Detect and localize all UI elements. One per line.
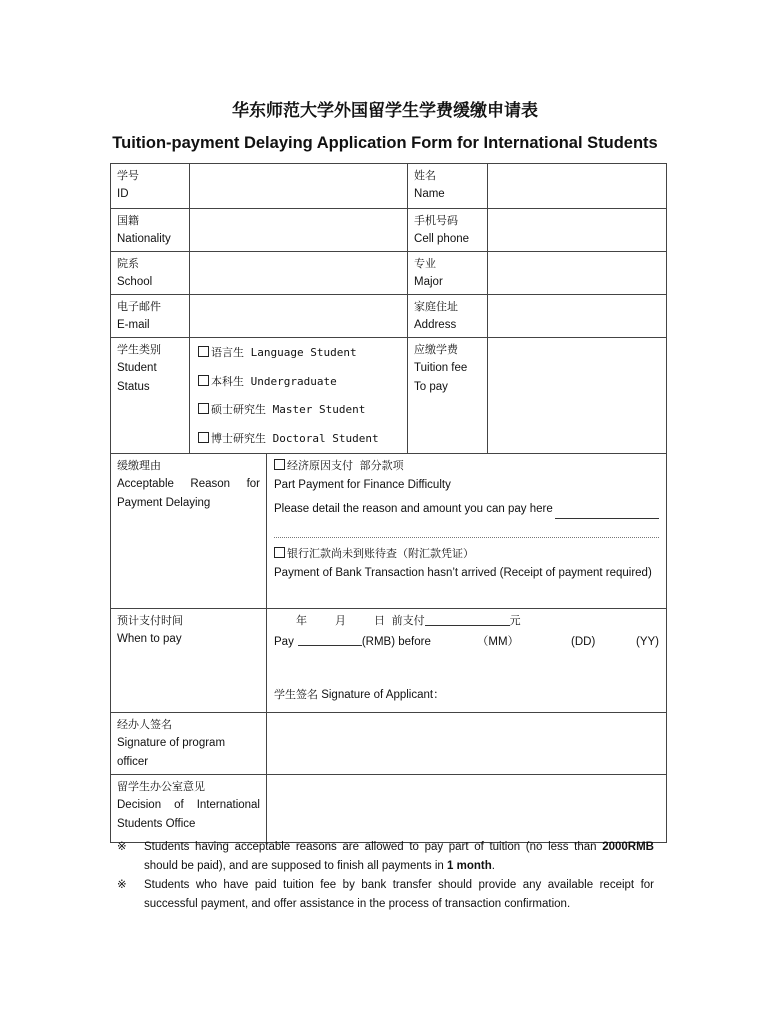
school-input-cell[interactable] bbox=[190, 252, 408, 295]
name-input-cell[interactable] bbox=[488, 164, 667, 209]
officer-label-cn: 经办人签名 bbox=[117, 718, 172, 731]
major-label bbox=[408, 252, 488, 295]
reason-detail-line bbox=[274, 500, 659, 519]
decision-input-cell[interactable] bbox=[267, 775, 667, 843]
row-nationality-phone bbox=[111, 209, 667, 252]
name-label-en: Name bbox=[414, 188, 445, 200]
status-option-master-label: 硕士研究生 Master Student bbox=[211, 403, 366, 416]
form-title-chinese: 华东师范大学外国留学生学费缓缴申请表 bbox=[232, 101, 538, 121]
status-label-en-1: Student bbox=[117, 362, 157, 374]
checkbox-icon[interactable] bbox=[198, 346, 209, 357]
month-placeholder: （MM） bbox=[476, 636, 520, 648]
id-label-en: ID bbox=[117, 188, 129, 200]
applicant-signature-line[interactable] bbox=[274, 685, 659, 705]
email-label-en: E-mail bbox=[117, 319, 150, 331]
notes-section bbox=[117, 838, 654, 914]
reason-detail-label: Please detail the reason and amount you can pay here bbox=[274, 503, 553, 515]
school-label bbox=[111, 252, 190, 295]
rmb-before-label: (RMB) before bbox=[361, 636, 431, 648]
reason-option-bank[interactable] bbox=[274, 544, 659, 564]
status-option-undergraduate[interactable] bbox=[190, 368, 407, 397]
reason-label-en-2: Payment Delaying bbox=[117, 497, 211, 509]
email-label-cn: 电子邮件 bbox=[117, 300, 161, 313]
row-decision bbox=[111, 775, 667, 843]
applicant-signature-cn: 学生签名 bbox=[274, 688, 318, 701]
note-mark: ※ bbox=[117, 841, 127, 853]
note-1-deadline: 1 month bbox=[447, 860, 492, 872]
day-before-label: 日 前支付 bbox=[374, 614, 425, 627]
phone-input-cell[interactable] bbox=[488, 209, 667, 252]
decision-label bbox=[111, 775, 267, 843]
row-id-name bbox=[111, 164, 667, 209]
note-1-period: . bbox=[491, 860, 495, 872]
checkbox-icon[interactable] bbox=[198, 375, 209, 386]
status-label-cn: 学生类别 bbox=[117, 343, 161, 356]
when-label-cn: 预计支付时间 bbox=[117, 614, 183, 627]
note-1-text bbox=[144, 838, 654, 876]
officer-label-en-2: officer bbox=[117, 756, 149, 768]
phone-label-en: Cell phone bbox=[414, 233, 469, 245]
address-label-en: Address bbox=[414, 319, 457, 331]
tuition-label-cn: 应缴学费 bbox=[414, 343, 459, 356]
year-placeholder: (YY) bbox=[636, 636, 660, 648]
note-2-text: Students who have paid tuition fee by bank transfer should provide any available receipt for successful payment, and offer assistance in the process of transaction confirmation. bbox=[144, 879, 654, 910]
status-option-undergraduate-label: 本科生 Undergraduate bbox=[211, 374, 337, 388]
school-label-en: School bbox=[117, 276, 153, 288]
pay-label: Pay bbox=[274, 636, 294, 648]
when-date-line-en bbox=[274, 633, 659, 652]
officer-label-en-1: Signature of program bbox=[117, 737, 226, 749]
status-option-doctoral[interactable] bbox=[190, 425, 407, 454]
name-label-cn: 姓名 bbox=[414, 169, 437, 182]
nationality-input-cell[interactable] bbox=[190, 209, 408, 252]
when-content-cell bbox=[267, 609, 667, 713]
status-options-cell bbox=[190, 338, 408, 454]
phone-label bbox=[408, 209, 488, 252]
reason-option-finance[interactable] bbox=[274, 456, 659, 476]
school-label-cn: 院系 bbox=[117, 257, 139, 270]
nationality-label bbox=[111, 209, 190, 252]
reason-detail-extra-line[interactable] bbox=[274, 519, 659, 538]
when-date-line-cn bbox=[274, 611, 659, 630]
row-email-address bbox=[111, 295, 667, 338]
checkbox-icon[interactable] bbox=[198, 432, 209, 443]
checkbox-icon[interactable] bbox=[274, 547, 285, 558]
checkbox-icon[interactable] bbox=[198, 403, 209, 414]
nationality-label-en: Nationality bbox=[117, 233, 171, 245]
note-1 bbox=[117, 838, 654, 876]
note-2 bbox=[117, 876, 654, 914]
row-school-major bbox=[111, 252, 667, 295]
reason-option-bank-cn: 银行汇款尚未到账待查（附汇款凭证） bbox=[287, 547, 474, 560]
row-reason bbox=[111, 454, 667, 609]
year-label: 年 bbox=[296, 614, 307, 627]
phone-label-cn: 手机号码 bbox=[414, 214, 459, 227]
applicant-signature-en: Signature of Applicant： bbox=[321, 689, 445, 701]
when-label bbox=[111, 609, 267, 713]
application-form-table bbox=[110, 163, 667, 843]
when-label-en: When to pay bbox=[117, 633, 182, 645]
status-label-en-2: Status bbox=[117, 381, 150, 393]
officer-label bbox=[111, 713, 267, 775]
row-officer bbox=[111, 713, 667, 775]
note-1-part-a: Students having acceptable reasons are allowed to pay part of tuition (no less than bbox=[144, 841, 603, 853]
amount-en-input[interactable] bbox=[298, 633, 362, 646]
reason-option-bank-en: Payment of Bank Transaction hasn’t arrived (Receipt of payment required) bbox=[274, 567, 652, 579]
reason-option-finance-en: Part Payment for Finance Difficulty bbox=[274, 479, 451, 491]
major-input-cell[interactable] bbox=[488, 252, 667, 295]
row-status-tuition bbox=[111, 338, 667, 454]
email-label bbox=[111, 295, 190, 338]
day-placeholder: (DD) bbox=[571, 636, 596, 648]
amount-cn-input[interactable] bbox=[425, 613, 510, 626]
major-label-cn: 专业 bbox=[414, 257, 437, 270]
reason-detail-input[interactable] bbox=[555, 506, 659, 519]
nationality-label-cn: 国籍 bbox=[117, 214, 139, 227]
reason-label bbox=[111, 454, 267, 609]
status-option-master[interactable] bbox=[190, 396, 407, 425]
address-input-cell[interactable] bbox=[488, 295, 667, 338]
row-when-to-pay bbox=[111, 609, 667, 713]
checkbox-icon[interactable] bbox=[274, 459, 285, 470]
month-label: 月 bbox=[335, 614, 346, 627]
name-label bbox=[408, 164, 488, 209]
note-1-part-c: should be paid), and are supposed to finish all payments in bbox=[144, 860, 448, 872]
tuition-label-en-1: Tuition fee bbox=[414, 362, 468, 374]
address-label-cn: 家庭住址 bbox=[414, 300, 459, 313]
tuition-input-cell[interactable] bbox=[488, 338, 667, 454]
decision-label-en-1: Decision of International bbox=[117, 799, 260, 811]
reason-label-cn: 缓缴理由 bbox=[117, 459, 161, 472]
note-mark: ※ bbox=[117, 879, 127, 891]
status-option-doctoral-label: 博士研究生 Doctoral Student bbox=[211, 431, 379, 445]
id-label bbox=[111, 164, 190, 209]
major-label-en: Major bbox=[414, 276, 443, 288]
form-title-english: Tuition-payment Delaying Application Form for International Students bbox=[112, 134, 658, 152]
email-input-cell[interactable] bbox=[190, 295, 408, 338]
note-1-min-amount: 2000RMB bbox=[602, 841, 654, 853]
id-label-cn: 学号 bbox=[117, 169, 139, 182]
address-label bbox=[408, 295, 488, 338]
reason-content-cell bbox=[267, 454, 667, 609]
reason-label-en-1: Acceptable Reason for bbox=[117, 478, 260, 490]
reason-option-finance-cn: 经济原因支付 部分款项 bbox=[287, 459, 404, 472]
officer-signature-cell[interactable] bbox=[267, 713, 667, 775]
id-input-cell[interactable] bbox=[190, 164, 408, 209]
decision-label-en-2: Students Office bbox=[117, 818, 196, 830]
tuition-label-en-2: To pay bbox=[414, 381, 448, 393]
yuan-label: 元 bbox=[509, 614, 521, 627]
tuition-label bbox=[408, 338, 488, 454]
status-label bbox=[111, 338, 190, 454]
status-option-language-label: 语言生 Language Student bbox=[211, 346, 357, 359]
status-option-language[interactable] bbox=[190, 339, 407, 368]
decision-label-cn: 留学生办公室意见 bbox=[117, 780, 205, 793]
